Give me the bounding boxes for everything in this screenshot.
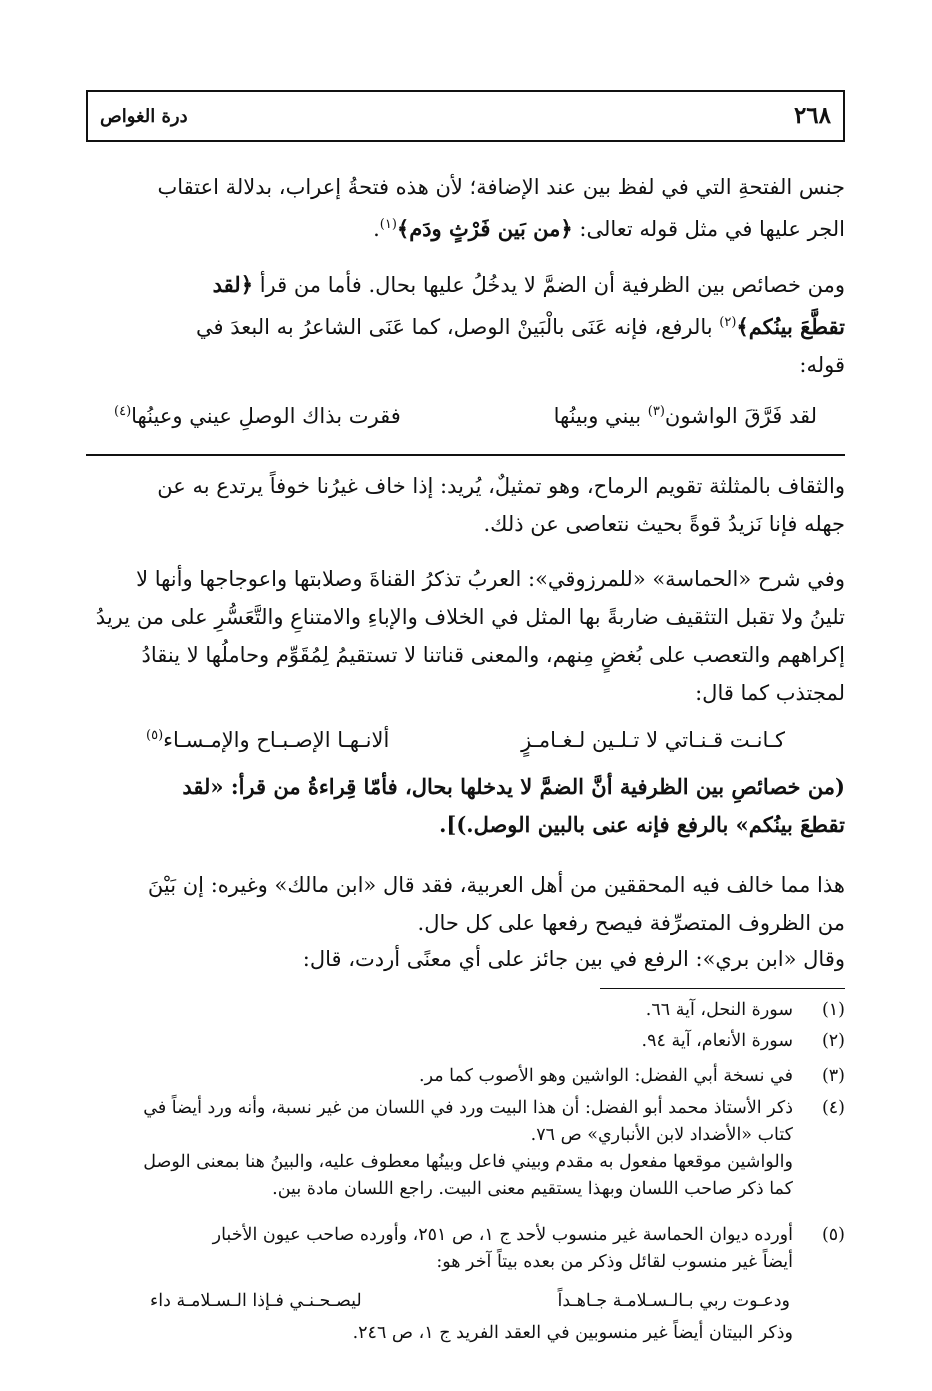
footnote-number: (٥) xyxy=(821,1225,845,1245)
text-line: وقال «ابن بري»: الرفع في بين جائز على أي معنًى أردت، قال: xyxy=(302,947,845,971)
text-span: ومن خصائص بين الظرفية أن الضمَّ لا يدخُلُ عليها بحال. فأما من قرأ xyxy=(253,273,845,297)
page-number: ٢٦٨ xyxy=(793,102,831,129)
footnote-ref: (٥) xyxy=(146,728,164,743)
text-line: تقطعَ بينُكم» بالرفع فإنه عنى بالبين الوصل.)]. xyxy=(439,812,845,837)
text-span: ألانـهـا الإصـبـاح والإمـسـاء xyxy=(163,728,390,752)
footnote-4 xyxy=(86,1095,845,1203)
poem-verse-1 xyxy=(86,404,845,440)
text-line: وذكر البيتان أيضاً غير منسوبين في العقد الفريد ج ١، ص ٢٤٦. xyxy=(352,1323,793,1343)
footnote-ref: (١) xyxy=(379,217,397,232)
text-span: فقرت بذاك الوصلِ عيني وعينُها xyxy=(131,404,401,428)
commentary-paragraph-4 xyxy=(86,866,845,942)
footnote-text xyxy=(86,1095,793,1203)
commentary-paragraph-2 xyxy=(86,560,845,712)
footnote-text: سورة النحل، آية ٦٦. xyxy=(645,1000,793,1020)
commentary-paragraph-1 xyxy=(86,467,845,543)
footnote-text: سورة الأنعام، آية ٩٤. xyxy=(641,1031,793,1051)
text-line: جنس الفتحةِ التي في لفظ بين عند الإضافة؛ لأن هذه فتحةُ إعراب، بدلالة اعتقاب xyxy=(157,175,845,199)
verse-hemistich xyxy=(554,404,817,428)
footnote-number: (١) xyxy=(821,1000,845,1020)
verse-hemistich xyxy=(114,404,401,428)
text-span: . xyxy=(373,217,380,241)
text-line: (من خصائصِ بين الظرفية أنَّ الضمَّ لا يدخلها بحال، فأمّا قِراءةُ من قرأ: «لقد xyxy=(182,774,845,799)
text-line: لمجتذب كما قال: xyxy=(695,681,845,705)
commentary-paragraph-3 xyxy=(86,768,845,844)
text-span: بيني وبينُها xyxy=(553,404,648,428)
text-line: قوله: xyxy=(799,353,845,377)
text-line: إكراههم والتعصب على بُغضٍ مِنهم، والمعنى قناتنا لا تستقيمُ لِمُقَوِّم وحاملُها لا ينقادُ xyxy=(141,643,845,667)
text-line: هذا مما خالف فيه المحققين من أهل العربية، فقد قال «ابن مالك» وغيره: إن بَيْنَ xyxy=(147,873,845,897)
main-paragraph-1 xyxy=(86,168,845,248)
text-span: بالرفع، فإنه عَنَى بالْبَينْ الوصل، كما عَنَى الشاعرُ به البعدَ في xyxy=(196,315,720,339)
text-span: لقد فَرَّقَ الواشون xyxy=(664,404,817,428)
footnote-1 xyxy=(86,997,845,1024)
footnote-number: (٢) xyxy=(821,1031,845,1051)
footnote-ref: (٢) xyxy=(719,315,737,330)
text-line: أورده ديوان الحماسة غير منسوب لأحد ج ١، ص ٢٥١، وأورده صاحب عيون الأخبار xyxy=(212,1225,793,1245)
text-line: من الظروف المتصرِّفة فيصح رفعها على كل حال. xyxy=(417,911,845,935)
verse-hemistich: كـانـت قـنـاتي لا تـلـين لـغـامـزٍ xyxy=(521,728,785,752)
text-line: والثقاف بالمثلثة تقويم الرماح، وهو تمثيلٌ، يُريد: إذا خاف غيرُنا خوفاً يرتدع به عن xyxy=(157,474,845,498)
verse-hemistich: ودعـوت ربي بـالـسـلامـة جـاهـداً xyxy=(557,1291,790,1311)
footnote-5-continued xyxy=(86,1320,845,1347)
footnote-number: (٣) xyxy=(821,1066,845,1086)
footnote-ref: (٤) xyxy=(114,404,132,419)
text-line xyxy=(86,206,845,248)
quran-quote: تقطَّعَ بينُكم﴾ xyxy=(736,314,845,339)
text-line xyxy=(86,266,845,304)
commentary-paragraph-5 xyxy=(86,940,845,978)
poem-verse-2 xyxy=(86,728,845,764)
footnote-5 xyxy=(86,1222,845,1276)
footnote-divider xyxy=(600,988,845,989)
text-line: ذكر الأستاذ محمد أبو الفضل: أن هذا البيت ورد في اللسان من غير نسبة، وأنه ورد أيضاً في xyxy=(143,1098,793,1118)
text-line: جهله فإنا نَزيدُ قوةً بحيث نتعاصى عن ذلك. xyxy=(483,512,845,536)
main-paragraph-2 xyxy=(86,266,845,384)
verse-hemistich xyxy=(146,728,389,752)
text-line: أيضاً غير منسوب لقائل وذكر من بعده بيتاً آخر هو: xyxy=(436,1252,793,1272)
page-header xyxy=(86,90,845,142)
text-line: تلينُ ولا تقبل التثقيف ضاربةً بها المثل في الخلاف والإباءِ والامتناعِ والتَّعَسُّرِ على من يريدُ xyxy=(95,605,845,629)
book-title: درة الغواص xyxy=(100,106,188,127)
section-divider xyxy=(86,454,845,456)
text-line: والواشين موقعها مفعول به مقدم وبيني فاعل وبينُها معطوف عليه، والبينُ هنا بمعنى الوصل xyxy=(143,1152,793,1172)
footnote-text xyxy=(86,1222,793,1276)
text-line: كتاب «الأضداد لابن الأنباري» ص ٧٦. xyxy=(530,1125,793,1145)
text-line: كما ذكر صاحب اللسان وبهذا يستقيم معنى البيت. راجع اللسان مادة بين. xyxy=(272,1179,793,1199)
footnote-3 xyxy=(86,1063,845,1090)
text-line xyxy=(86,304,845,346)
quran-quote: ﴿من بَين فَرْثٍ ودَم﴾ xyxy=(396,216,573,241)
verse-hemistich: ليصـحـنـي فـإذا الـسـلامـة داء xyxy=(150,1291,362,1311)
footnote-verse xyxy=(150,1291,790,1317)
text-line: وفي شرح «الحماسة» «للمرزوقي»: العربُ تذكرُ القناةَ وصلابتها واعوجاجها وأنها لا xyxy=(136,567,845,591)
footnote-ref: (٣) xyxy=(647,404,665,419)
quran-quote: ﴿لقد xyxy=(212,272,254,297)
footnote-2 xyxy=(86,1028,845,1055)
text-span: الجر عليها في مثل قوله تعالى: xyxy=(572,217,845,241)
footnote-text: في نسخة أبي الفضل: الواشين وهو الأصوب كما مر. xyxy=(419,1066,793,1086)
footnote-number: (٤) xyxy=(821,1098,845,1118)
